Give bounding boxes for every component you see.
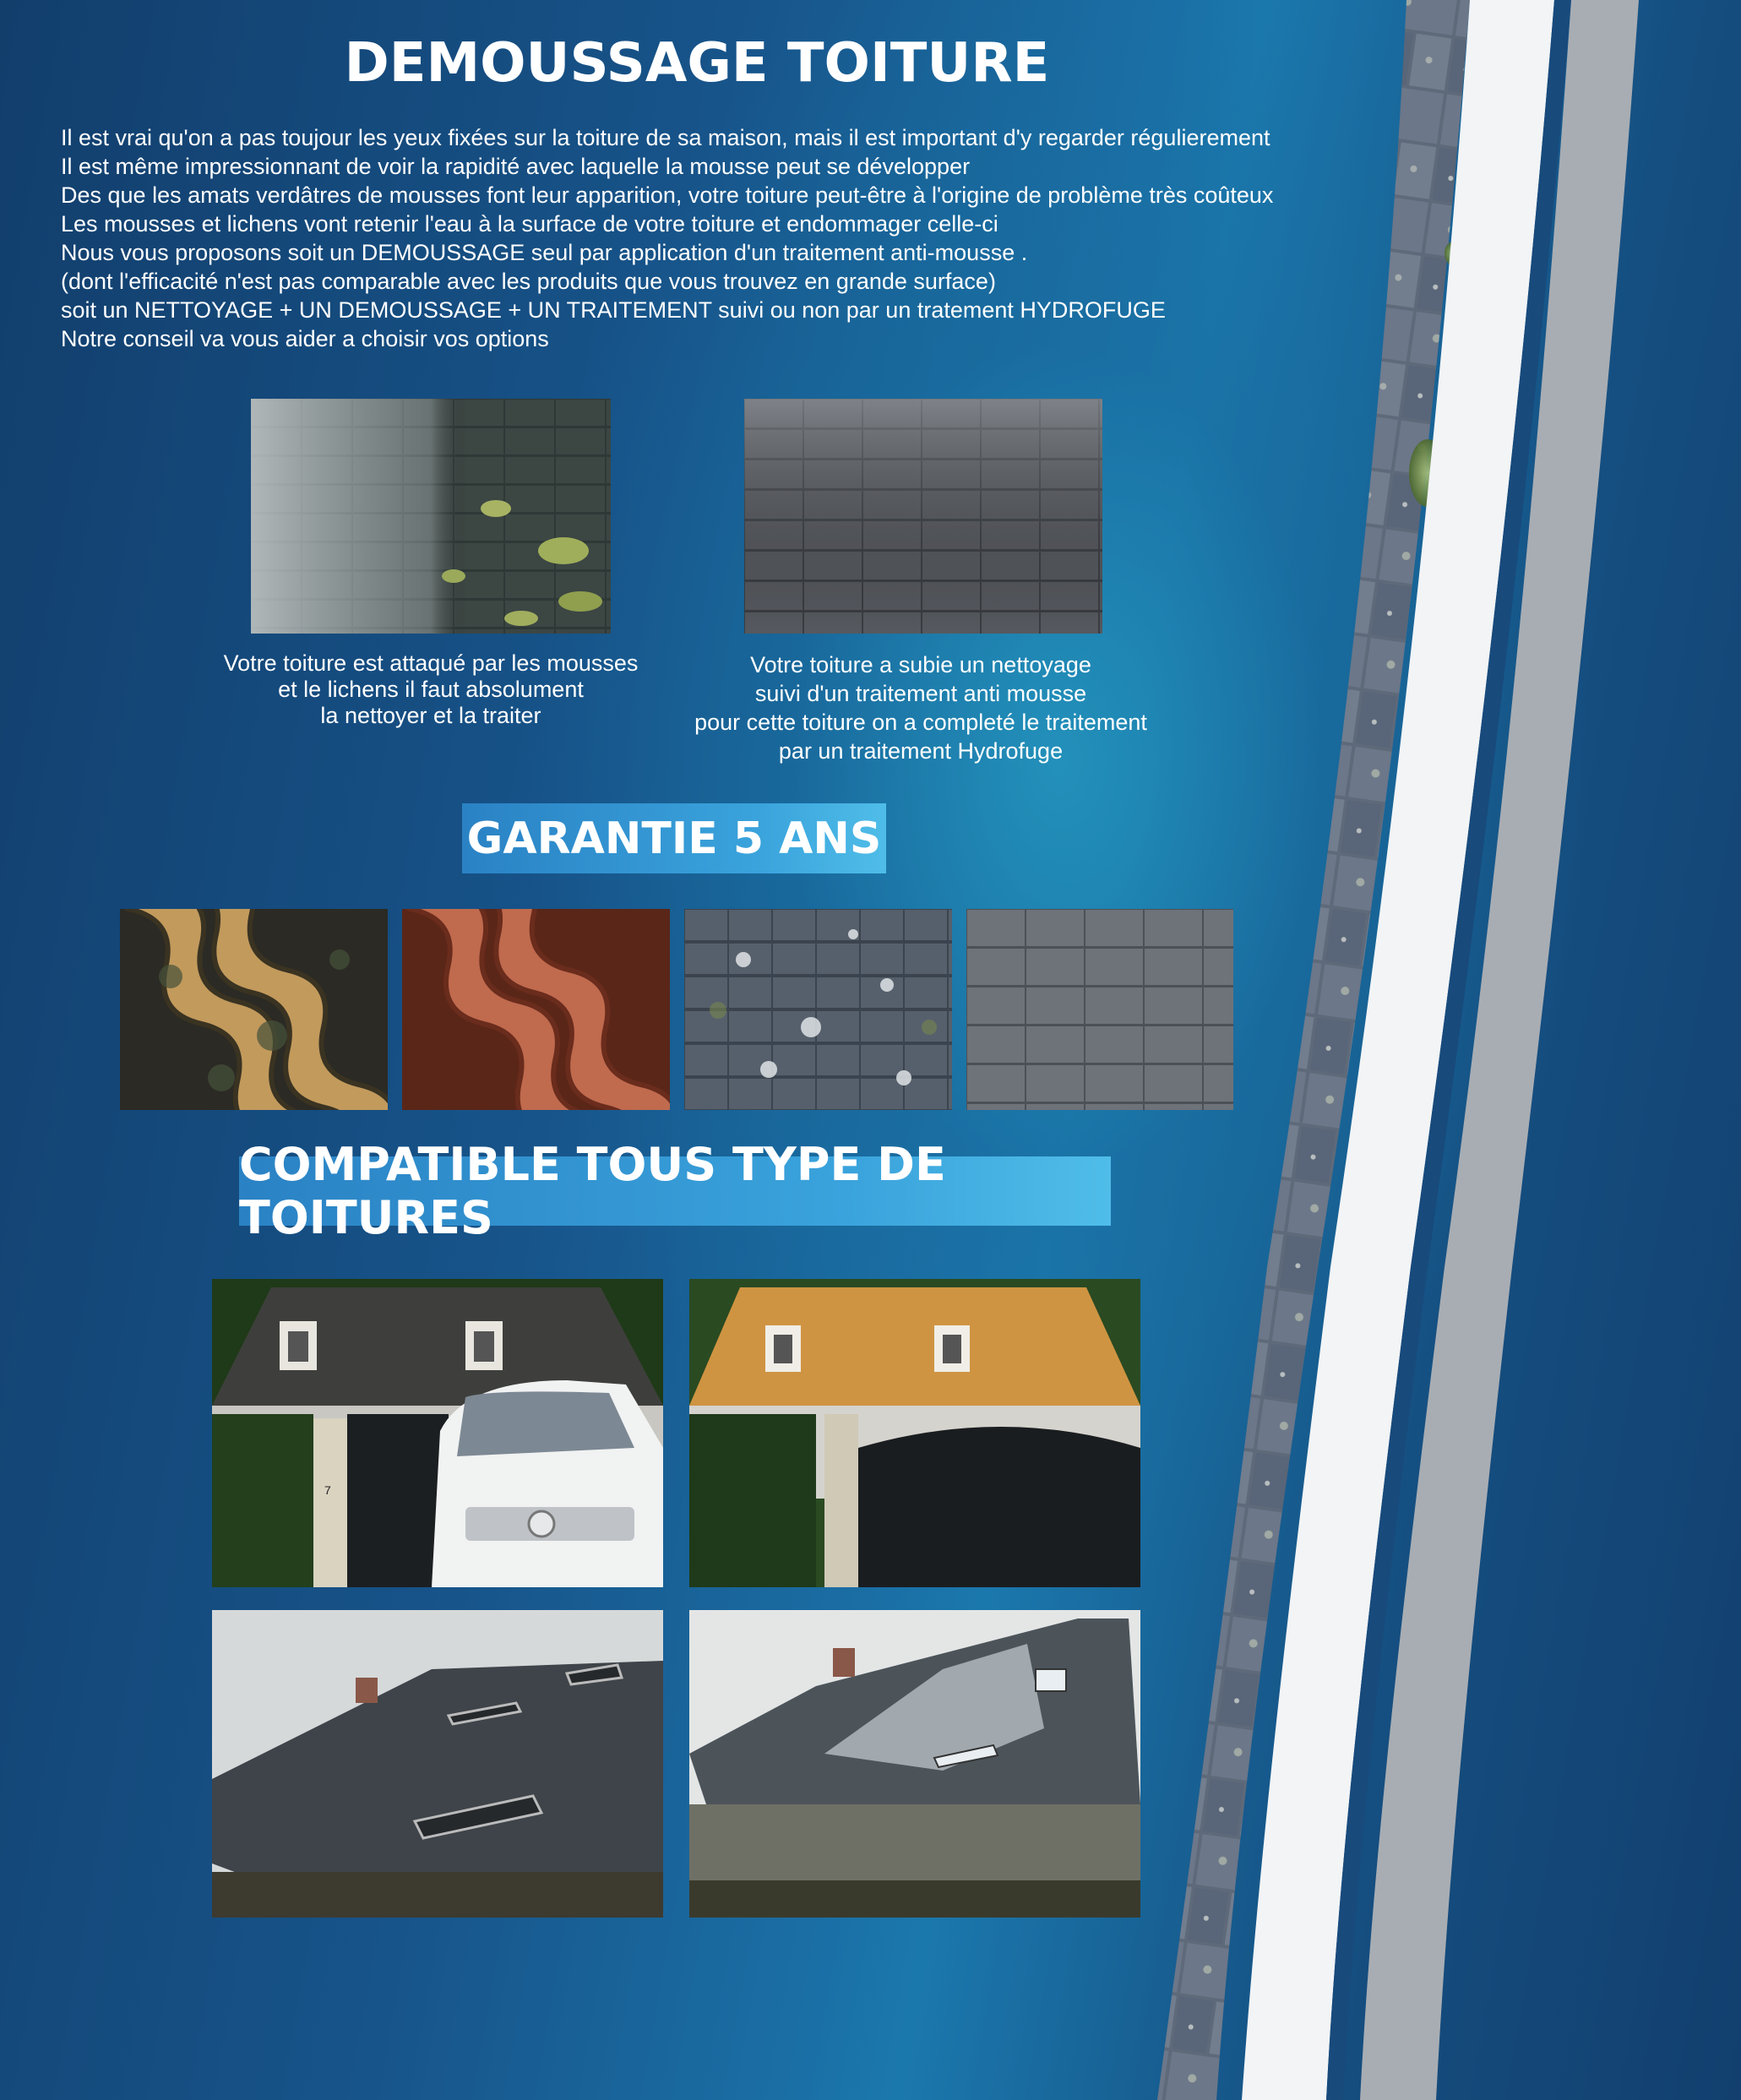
intro-line: soit un NETTOYAGE + UN DEMOUSSAGE + UN TRAITEMENT suivi ou non par un tratement HYDROFUGE [61, 297, 1166, 323]
before-caption [194, 650, 667, 729]
intro-line: Il est même impressionnant de voir la rapidité avec laquelle la mousse peut se développer [61, 154, 971, 179]
caption-line: Votre toiture est attaqué par les mousses [223, 650, 639, 676]
compatible-banner: COMPATIBLE TOUS TYPE DE TOITURES [239, 1156, 1111, 1226]
caption-line: Votre toiture a subie un nettoyage [750, 652, 1091, 677]
mossy-roof-before-photo [251, 399, 611, 634]
caption-line: par un traitement Hydrofuge [778, 738, 1064, 764]
intro-line: Il est vrai qu'on a pas toujour les yeux fixées sur la toiture de sa maison, mais il est important d'y regarder régulierement [61, 125, 1270, 150]
house-after-photo [689, 1279, 1140, 1587]
mossy-terracotta-photo [120, 909, 388, 1110]
page-title: DEMOUSSAGE TOITURE [344, 32, 1050, 95]
intro-line: Les mousses et lichens vont retenir l'eau à la surface de votre toiture et endommager celle-ci [61, 211, 998, 237]
slate-house-cleaned-photo [212, 1610, 663, 1918]
house-before-photo [212, 1279, 663, 1587]
intro-line: (dont l'efficacité n'est pas comparable avec les produits que vous trouvez en grande surface) [61, 269, 996, 294]
caption-line: la nettoyer et la traiter [320, 703, 541, 728]
intro-line: Des que les amats verdâtres de mousses font leur apparition, votre toiture peut-être à l'origine de problème très coûteux [61, 182, 1274, 208]
guarantee-banner: GARANTIE 5 ANS [462, 803, 886, 873]
lichen-slate-photo [684, 909, 952, 1110]
clean-roof-after-photo [744, 399, 1102, 634]
caption-line: suivi d'un traitement anti mousse [754, 681, 1087, 706]
intro-text [61, 123, 1379, 353]
intro-line: Nous vous proposons soit un DEMOUSSAGE seul par application d'un traitement anti-mousse . [61, 240, 1028, 265]
after-caption [667, 650, 1174, 765]
intro-line: Notre conseil va vous aider a choisir vos options [61, 326, 549, 351]
clean-slate-close-photo [966, 909, 1233, 1110]
caption-line: et le lichens il faut absolument [278, 677, 584, 702]
clean-terracotta-photo [402, 909, 670, 1110]
caption-line: pour cette toiture on a completé le traitement [694, 710, 1147, 735]
slate-house-treatment-photo [689, 1610, 1140, 1918]
house-plaque-number: 7 [324, 1483, 331, 1497]
